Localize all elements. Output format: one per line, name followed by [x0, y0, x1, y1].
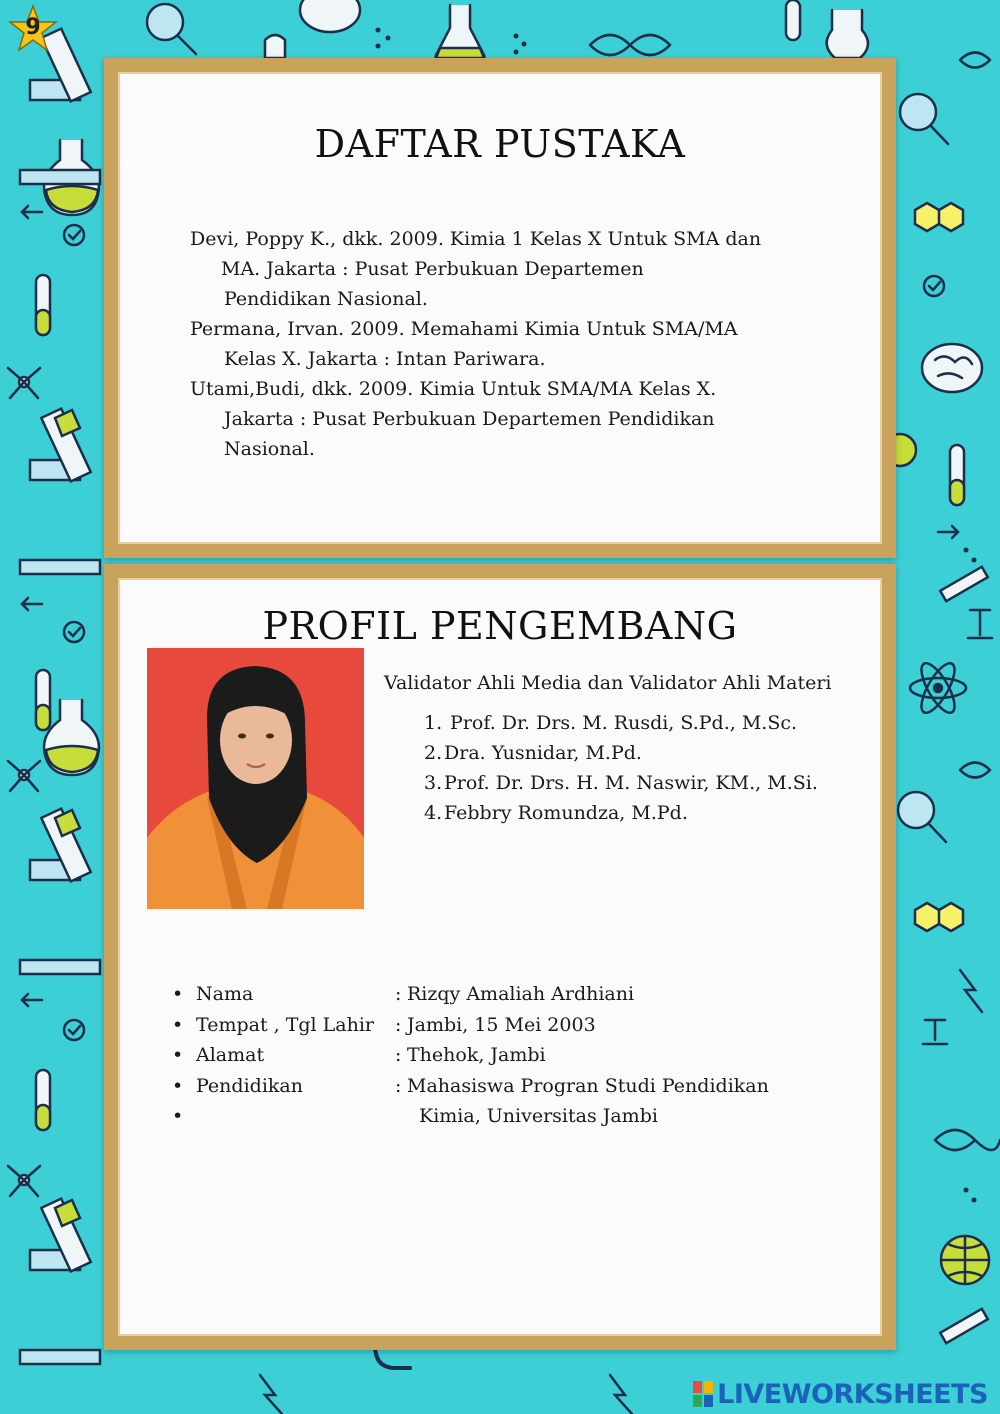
biodata-separator — [395, 1101, 407, 1132]
ruler-icon — [940, 1309, 988, 1343]
biodata-list — [158, 979, 818, 1132]
dna-icon — [590, 35, 670, 55]
check-circle-icon — [64, 1020, 84, 1040]
validator-name: Prof. Dr. Drs. H. M. Naswir, KM., M.Si. — [444, 772, 818, 794]
biodata-row — [158, 1040, 818, 1071]
lightning-icon — [610, 1375, 632, 1414]
validator-number: 4. — [424, 802, 443, 824]
test-tube-icon — [36, 1070, 50, 1130]
brain-icon — [922, 344, 982, 392]
arrow-icon — [22, 994, 42, 1006]
biodata-separator: : — [395, 983, 402, 1005]
reference-list — [190, 224, 810, 464]
validator-number: 2. — [424, 742, 443, 764]
bullet-icon: • — [172, 1105, 184, 1127]
dna-icon — [960, 53, 990, 68]
beaker-icon — [265, 35, 285, 58]
microscope-icon — [20, 1199, 100, 1364]
molecule-icon — [8, 1166, 40, 1196]
arrow-icon — [22, 206, 42, 218]
liveworksheets-brand: LIVEWORKSHEETS — [717, 1378, 988, 1410]
molecule-icon — [8, 761, 40, 791]
validator-list — [384, 708, 884, 828]
validator-heading: Validator Ahli Media dan Validator Ahli Materi — [384, 672, 832, 694]
biodata-row — [158, 1010, 818, 1041]
liveworksheets-mark-icon — [693, 1381, 713, 1407]
atom-icon — [910, 659, 966, 717]
validator-item — [424, 768, 884, 798]
reference-continuation: Pendidikan Nasional. — [224, 288, 428, 310]
test-tube-icon — [36, 670, 50, 730]
magnifier-icon — [147, 4, 196, 54]
hexagon-molecule-icon — [915, 203, 963, 231]
lightning-icon — [260, 1375, 282, 1414]
biodata-value: Thehok, Jambi — [407, 1044, 546, 1066]
flask-icon — [44, 700, 99, 775]
flask-icon — [436, 5, 485, 62]
validator-item — [424, 798, 884, 828]
validator-section — [384, 672, 884, 828]
reference-continuation: Nasional. — [224, 438, 315, 460]
bibliography-card — [104, 58, 896, 558]
stand-icon — [968, 610, 992, 638]
biodata-label: Pendidikan — [196, 1074, 303, 1097]
biodata-label: Alamat — [196, 1044, 265, 1066]
biodata-row — [158, 979, 818, 1010]
developer-photo — [147, 648, 364, 909]
validator-number: 1. — [424, 712, 443, 734]
biodata-label — [196, 1101, 395, 1132]
biodata-section — [158, 979, 818, 1132]
validator-number: 3. — [424, 772, 443, 794]
biodata-value: Rizqy Amaliah Ardhiani — [407, 983, 635, 1005]
biodata-value: Mahasiswa Progran Studi Pendidikan — [407, 1074, 769, 1097]
biodata-row — [158, 1101, 818, 1132]
reference-continuation: Jakarta : Pusat Perbukuan Departemen Pendidikan — [224, 408, 715, 430]
hexagon-molecule-icon — [915, 903, 963, 931]
reference-first-line: Utami,Budi, dkk. 2009. Kimia Untuk SMA/MA Kelas X. — [190, 378, 717, 400]
microscope-icon — [20, 809, 100, 974]
arrow-icon — [22, 598, 42, 610]
dna-icon — [960, 763, 990, 778]
reference-entry — [190, 374, 810, 464]
reference-continuation: MA. Jakarta : Pusat Perbukuan Departemen — [221, 258, 644, 280]
magnifier-icon — [898, 792, 946, 842]
validator-name: Dra. Yusnidar, M.Pd. — [444, 742, 642, 764]
bullet-icon: • — [172, 1074, 184, 1097]
biodata-label: Tempat , Tgl Lahir — [196, 1013, 374, 1036]
liveworksheets-logo[interactable] — [693, 1378, 988, 1410]
globe-icon — [941, 1236, 989, 1284]
reference-first-line: Devi, Poppy K., dkk. 2009. Kimia 1 Kelas X Untuk SMA dan — [190, 228, 762, 250]
bullet-icon: • — [172, 1044, 184, 1066]
magnifier-icon — [900, 94, 948, 144]
bibliography-title: DAFTAR PUSTAKA — [314, 122, 686, 166]
ruler-icon — [940, 567, 988, 601]
biodata-separator: : — [395, 1044, 402, 1066]
check-circle-icon — [64, 225, 84, 245]
arrow-icon — [938, 526, 958, 538]
page-number: 9 — [25, 15, 41, 40]
reference-continuation: Kelas X. Jakarta : Intan Pariwara. — [224, 348, 546, 370]
lightning-icon — [960, 970, 982, 1012]
test-tube-icon — [950, 445, 964, 505]
biodata-separator: : — [395, 1013, 402, 1036]
brain-icon — [300, 0, 360, 32]
check-circle-icon — [924, 276, 944, 296]
validator-item — [424, 738, 884, 768]
microscope-icon — [20, 409, 100, 574]
biodata-value: Jambi, 15 Mei 2003 — [407, 1013, 596, 1036]
profile-title: PROFIL PENGEMBANG — [262, 604, 738, 648]
test-tube-icon — [786, 0, 800, 40]
beaker-icon — [827, 10, 868, 58]
reference-entry — [190, 314, 810, 374]
bullet-icon: • — [172, 1013, 184, 1036]
validator-name: Febbry Romundza, M.Pd. — [444, 802, 688, 824]
validator-item — [424, 708, 884, 738]
dna-icon — [935, 1130, 1000, 1150]
stand-icon — [923, 1020, 947, 1044]
reference-entry — [190, 224, 810, 314]
biodata-row — [158, 1071, 818, 1102]
biodata-label: Nama — [196, 983, 254, 1005]
profile-card — [104, 564, 896, 1350]
page-number-badge — [8, 4, 58, 54]
check-circle-icon — [64, 622, 84, 642]
biodata-separator: : — [395, 1074, 402, 1097]
validator-name: Prof. Dr. Drs. M. Rusdi, S.Pd., M.Sc. — [450, 712, 798, 734]
test-tube-icon — [36, 275, 50, 335]
biodata-value: Kimia, Universitas Jambi — [419, 1105, 658, 1127]
molecule-icon — [8, 368, 40, 398]
reference-first-line: Permana, Irvan. 2009. Memahami Kimia Untuk SMA/MA — [190, 318, 738, 340]
portrait-image — [147, 648, 364, 909]
bullet-icon: • — [172, 983, 184, 1005]
